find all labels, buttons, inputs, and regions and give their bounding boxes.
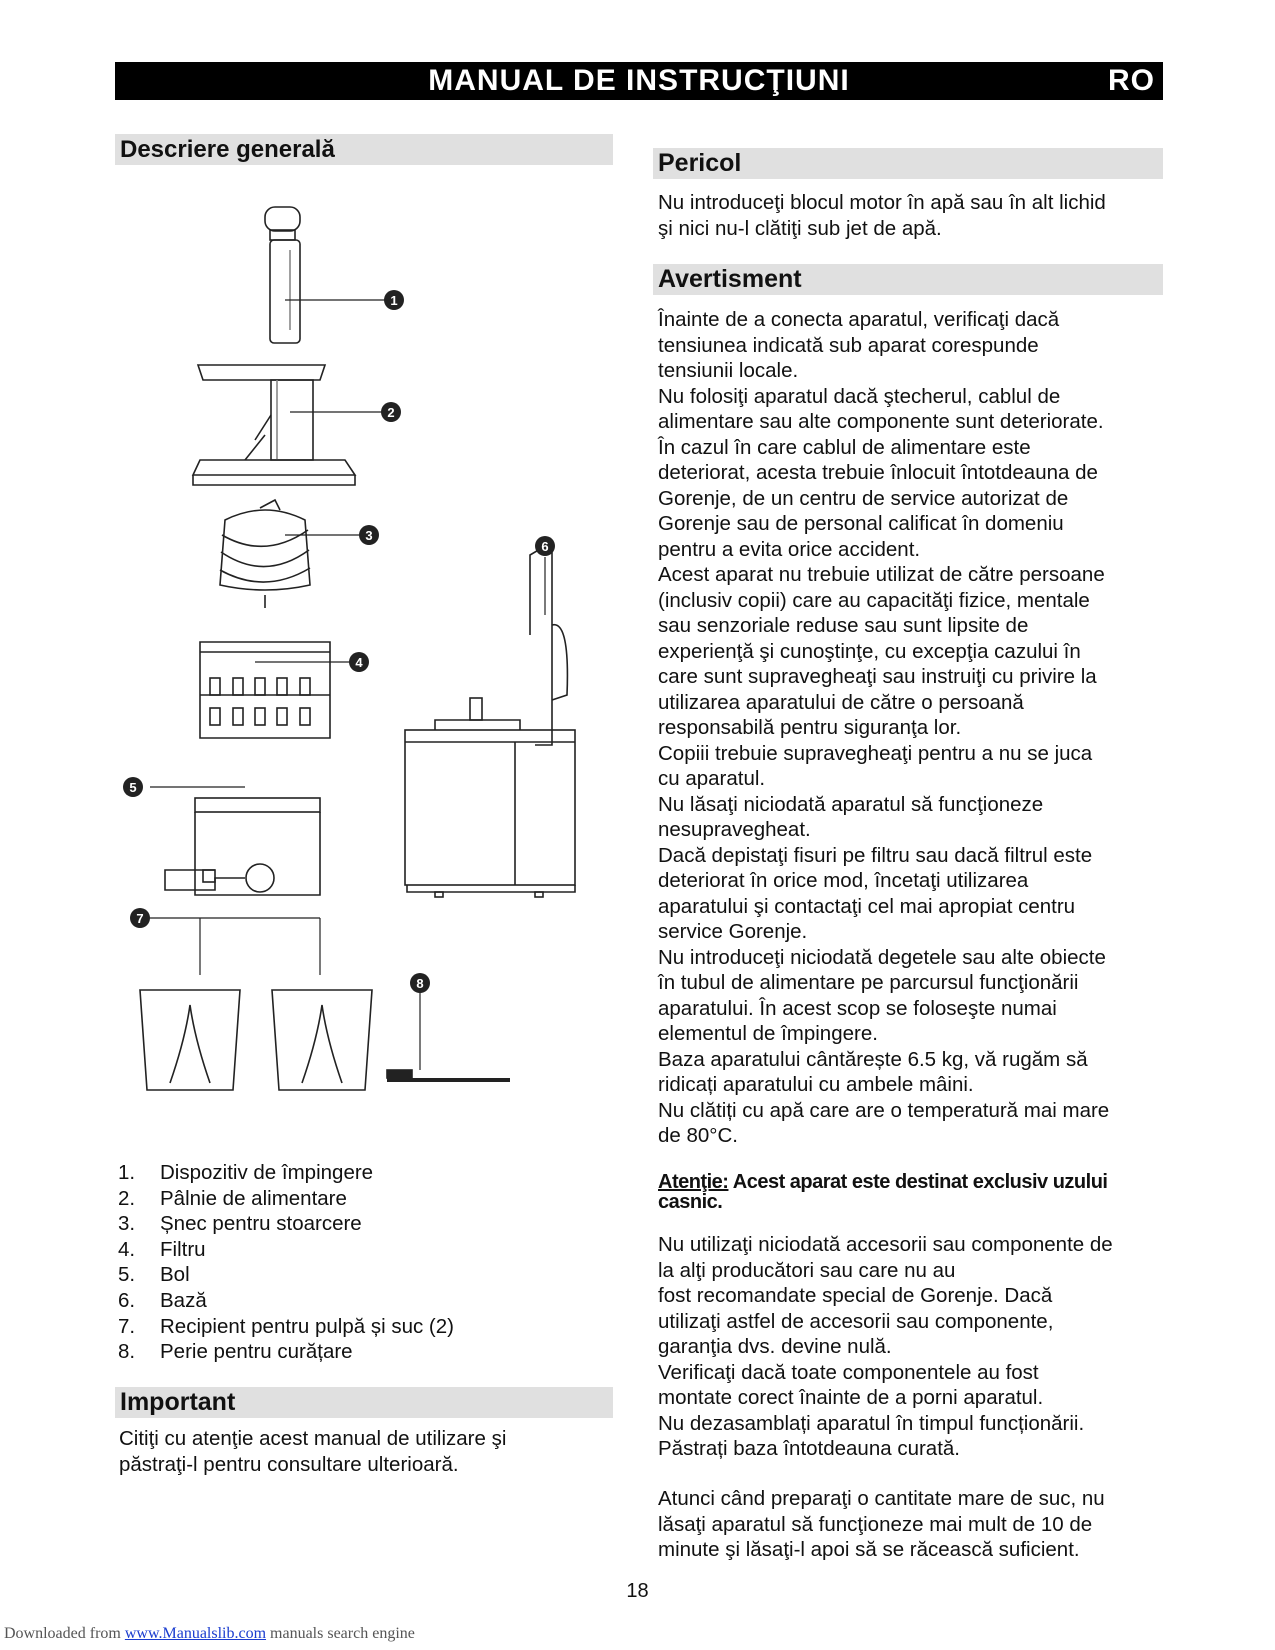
callout-4: 4 [355, 655, 363, 670]
section-title: Important [120, 1388, 236, 1416]
juicer-parts-diagram [115, 190, 615, 1130]
parts-list [118, 1160, 454, 1365]
callout-7: 7 [136, 911, 144, 926]
section-title: Avertisment [658, 265, 802, 293]
important-text: Citiţi cu atenţie acest manual de utilizare şi păstraţi-l pentru consultare ulterioară. [119, 1427, 507, 1476]
callout-1: 1 [390, 293, 398, 308]
juice-text: Atunci când preparaţi o cantitate mare de suc, nu lăsaţi aparatul să funcţioneze mai mult de 10 de minute şi lăsaţi-l apoi să se răcească suficient. [658, 1487, 1105, 1561]
auger-drawing [220, 500, 310, 608]
containers-drawing [140, 990, 372, 1090]
list-item: 4. Filtru [118, 1237, 206, 1261]
section-danger [653, 148, 1163, 179]
section-title: Descriere generală [120, 136, 335, 163]
section-warning [653, 264, 1163, 295]
callout-6: 6 [541, 539, 549, 554]
list-item: 6. Bază [118, 1288, 207, 1312]
callout-8: 8 [416, 976, 424, 991]
page-header [115, 62, 1163, 100]
base-drawing [405, 542, 575, 897]
attention-label: Atenţie: [658, 1171, 729, 1193]
list-item: 3. Șnec pentru stoarcere [118, 1212, 362, 1236]
attention-note [658, 1172, 1168, 1212]
download-footer: Downloaded from www.Manualslib.com manuals search engine [4, 1625, 415, 1642]
danger-text: Nu introduceţi blocul motor în apă sau în alt lichid şi nici nu-l clătiţi sub jet de apă. [658, 191, 1106, 240]
manualslib-link[interactable]: www.Manualslib.com [124, 1625, 267, 1642]
page-number: 18 [626, 1580, 649, 1602]
filter-drawing [200, 642, 330, 738]
language-code: RO [1108, 64, 1155, 97]
section-important [115, 1387, 613, 1418]
callout-2: 2 [387, 405, 395, 420]
bowl-drawing [165, 798, 320, 895]
callout-3: 3 [365, 528, 373, 543]
attention-text: Acest aparat este destinat exclusiv uzului casnic. [658, 1171, 1108, 1213]
list-item: 5. Bol [118, 1263, 190, 1287]
callout-5: 5 [129, 780, 137, 795]
list-item: 8. Perie pentru curățare [118, 1340, 353, 1364]
pusher-drawing [265, 207, 300, 343]
brush-drawing [387, 1070, 510, 1080]
accessories-text: Nu utilizaţi niciodată accesorii sau componente de la alţi producători sau care nu au fost recomandate special de Gorenje. Dacă utilizaţi astfel de accesorii sau componente, garanţia dvs. devine nulă. Verificaţi dacă toate componentele au fost montate corect înainte de a porni aparatul. Nu dezasamblați aparatul în timpul funcționării. Păstrați baza întotdeauna curată. [658, 1233, 1113, 1460]
section-general-description [115, 134, 613, 165]
section-title: Pericol [658, 149, 742, 177]
list-item: 1. Dispozitiv de împingere [118, 1161, 374, 1184]
list-item: 2. Pâlnie de alimentare [118, 1186, 347, 1210]
funnel-drawing [193, 365, 355, 485]
list-item: 7. Recipient pentru pulpă și suc (2) [118, 1314, 454, 1338]
manual-title: MANUAL DE INSTRUCŢIUNI [428, 64, 850, 97]
warning-text: Înainte de a conecta aparatul, verificaţi dacă tensiunea indicată sub aparat corespunde tensiunii locale. Nu folosiţi aparatul dacă ştecherul, cablul de alimentare sau alte componente sunt deteriorate. În cazul în care cablul de alimentare este deteriorat, acesta trebuie înlocuit întotdeauna de Gorenje, de un centru de service autorizat de Gorenje sau de personal calificat în domeniu pentru a evita orice accident. Acest aparat nu trebuie utilizat de către persoane (inclusiv copii) care au capacităţi fizice, mentale sau senzoriale reduse sau sunt lipsite de experienţă şi cunoştinţe, cu excepţia cazului în care sunt supravegheaţi sau instruiţi cu privire la utilizarea aparatului de către o persoană responsabilă pentru siguranţa lor. Copiii trebuie supravegheaţi pentru a nu se juca cu aparatul. Nu lăsaţi niciodată aparatul să funcţioneze nesupravegheat. Dacă depistaţi fisuri pe filtru sau dacă filtrul este deteriorat în orice mod, încetaţi utilizarea aparatului şi contactaţi cel mai apropiat centru service Gorenje. Nu introduceţi niciodată degetele sau alte obiecte în tubul de alimentare pe parcursul funcţionării aparatului. În acest scop se foloseşte numai elementul de împingere. Baza aparatului cântărește 6.5 kg, vă rugăm să ridicați aparatului cu ambele mâini. Nu clătiți cu apă care are o temperatură mai mare de 80°C. [658, 308, 1110, 1147]
